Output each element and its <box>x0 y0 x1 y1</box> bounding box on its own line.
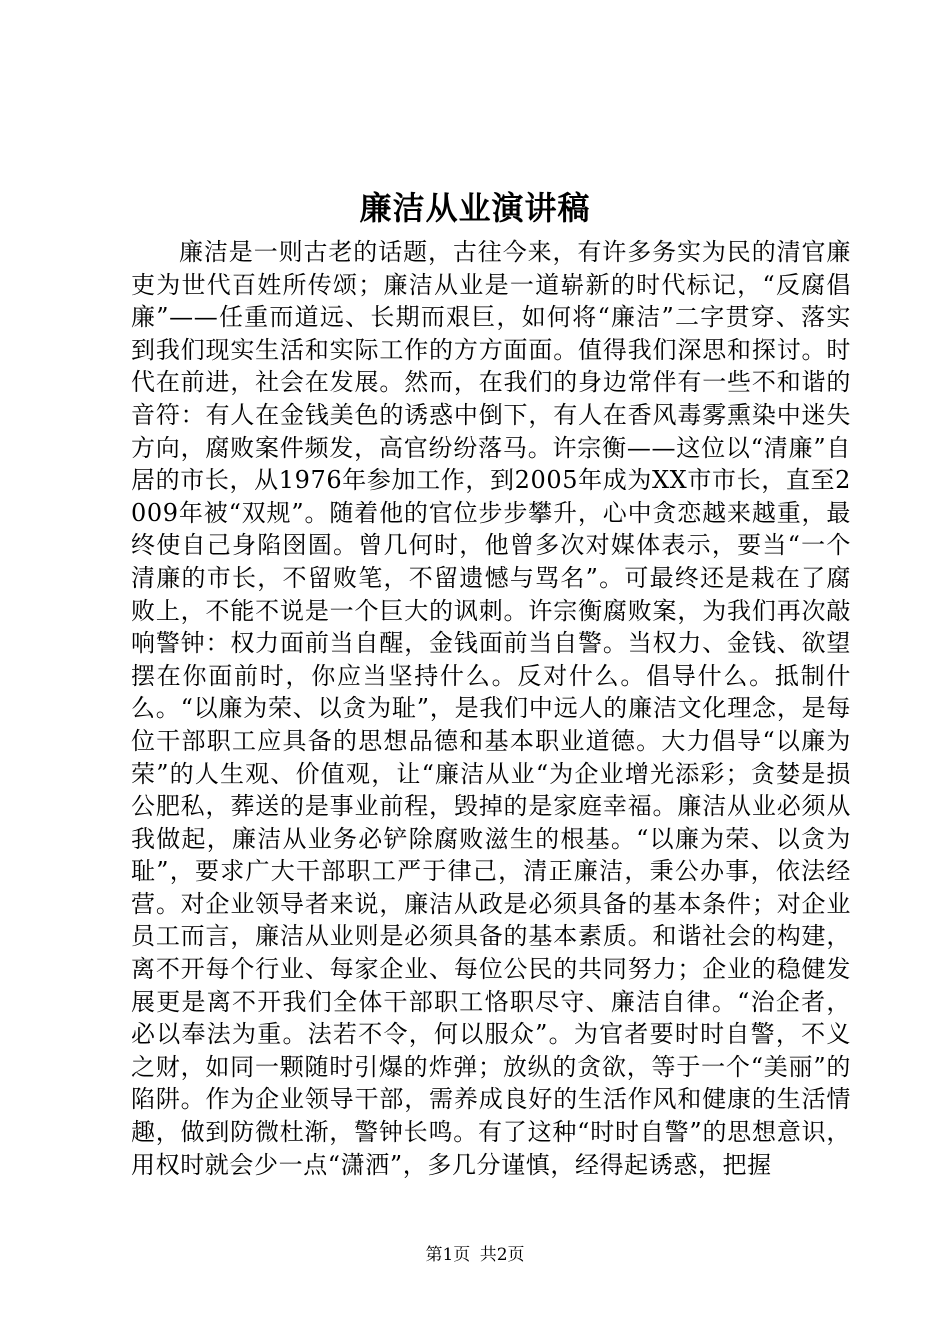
page-footer <box>0 1243 950 1267</box>
page-number-total: 共2页 <box>479 1245 525 1265</box>
page-number-current: 第1页 <box>425 1245 471 1265</box>
document-body-paragraph: 廉洁是一则古老的话题，古往今来，有许多务实为民的清官廉吏为世代百姓所传颂；廉洁从业是一道崭新的时代标记，“反腐倡廉”——任重而道远、长期而艰巨，如何将“廉洁”二字贯穿、落实到我们现实生活和实际工作的方方面面。值得我们深思和探讨。时代在前进，社会在发展。然而，在我们的身边常伴有一些不和谐的音符：有人在金钱美色的诱惑中倒下，有人在香风毒雾熏染中迷失方向，腐败案件频发，高官纷纷落马。许宗衡——这位以“清廉”自居的市长，从1976年参加工作，到2005年成为XX市市长，直至2009年被“双规”。随着他的官位步步攀升，心中贪恋越来越重，最终使自己身陷囹圄。曾几何时，他曾多次对媒体表示，要当“一个清廉的市长，不留败笔，不留遗憾与骂名”。可最终还是栽在了腐败上，不能不说是一个巨大的讽刺。许宗衡腐败案，为我们再次敲响警钟：权力面前当自醒，金钱面前当自警。当权力、金钱、欲望摆在你面前时，你应当坚持什么。反对什么。倡导什么。抵制什么。“以廉为荣、以贪为耻”，是我们中远人的廉洁文化理念，是每位干部职工应具备的思想品德和基本职业道德。大力倡导“以廉为荣”的人生观、价值观，让“廉洁从业“为企业增光添彩；贪婪是损公肥私，葬送的是事业前程，毁掉的是家庭幸福。廉洁从业必须从我做起，廉洁从业务必铲除腐败滋生的根基。“以廉为荣、以贪为耻”，要求广大干部职工严于律己，清正廉洁，秉公办事，依法经营。对企业领导者来说，廉洁从政是必须具备的基本条件；对企业员工而言，廉洁从业则是必须具备的基本素质。和谐社会的构建，离不开每个行业、每家企业、每位公民的共同努力；企业的稳健发展更是离不开我们全体干部职工恪职尽守、廉洁自律。“治企者，必以奉法为重。法若不令，何以服众”。为官者要时时自警，不义之财，如同一颗随时引爆的炸弹；放纵的贪欲，等于一个“美丽”的陷阱。作为企业领导干部，需养成良好的生活作风和健康的生活情趣，做到防微杜渐，警钟长鸣。有了这种“时时自警”的思想意识，用权时就会少一点“潇洒”，多几分谨慎，经得起诱惑，把握 <box>131 238 851 1179</box>
document-title: 廉洁从业演讲稿 <box>359 189 591 227</box>
